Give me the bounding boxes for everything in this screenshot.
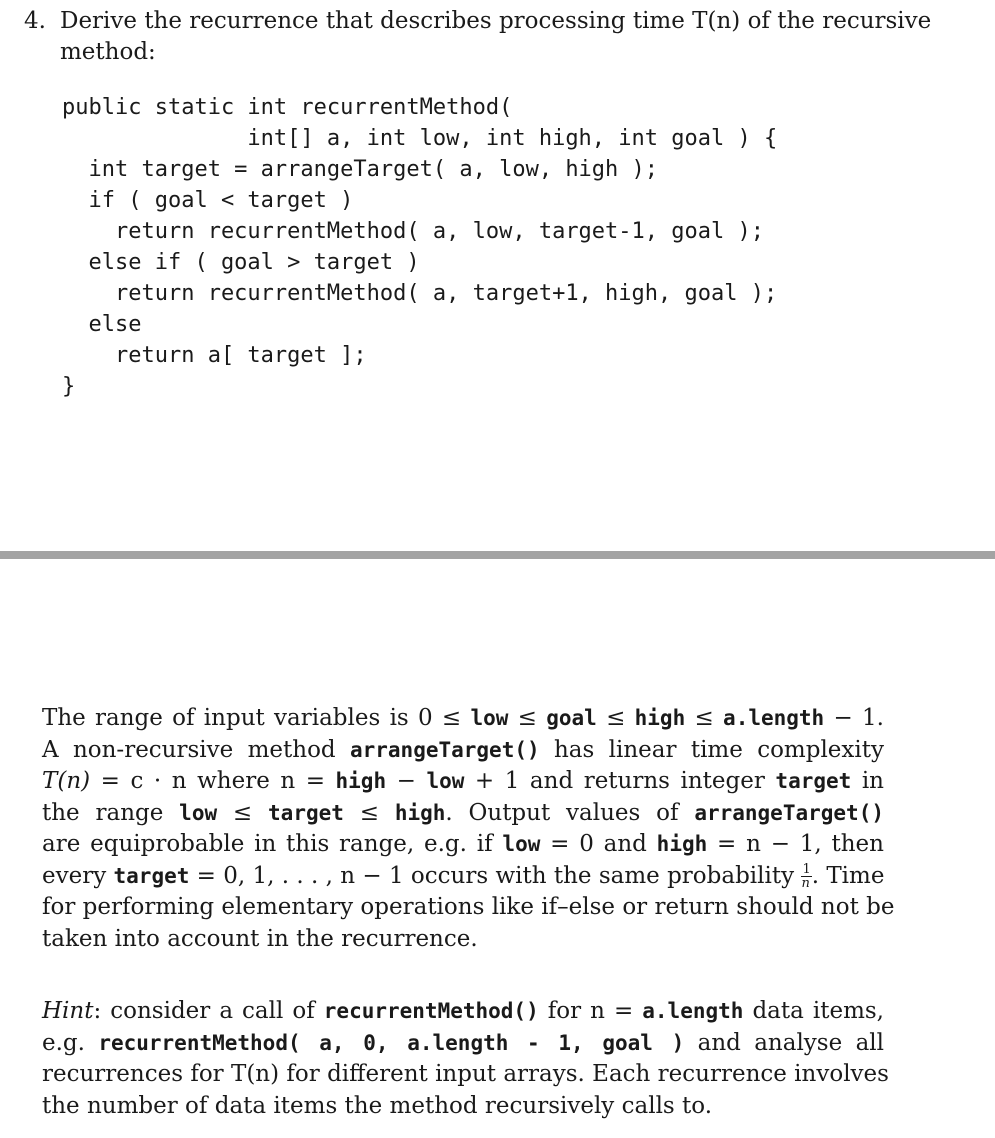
paragraph-line — [42, 892, 895, 924]
text: taken into account in the recurrence. — [42, 925, 478, 952]
code-line: else — [62, 312, 142, 337]
code-term: low — [470, 706, 509, 730]
code-line: } — [62, 374, 76, 399]
paragraph-line — [42, 829, 884, 861]
code-line: else if ( goal > target ) — [62, 250, 420, 275]
code-line: int[] a, int low, int high, int goal ) { — [62, 126, 778, 151]
paragraph-line — [42, 703, 884, 735]
description-paragraph — [42, 703, 895, 955]
text: every — [42, 862, 114, 889]
text: recurrences for T(n) for different input arrays. Each recurrence involves — [42, 1061, 889, 1087]
code-term: recurrentMethod() — [323, 999, 539, 1023]
question-heading — [24, 6, 954, 68]
text: ≤ — [685, 705, 724, 731]
text: for n = — [538, 998, 643, 1024]
question-text-line-2: method: — [60, 39, 156, 65]
code-line: if ( goal < target ) — [62, 188, 354, 213]
text: − — [386, 768, 427, 794]
paragraph-line — [42, 996, 884, 1028]
paragraph-line — [42, 1059, 889, 1091]
text: the range — [42, 799, 180, 826]
code-line: return recurrentMethod( a, low, target-1, goal ); — [62, 219, 764, 244]
paragraph-line — [42, 924, 884, 956]
code-line: public static int recurrentMethod( — [62, 95, 513, 120]
code-term: a.length — [723, 706, 825, 730]
text: ≤ — [596, 705, 635, 731]
fraction-denominator: n — [801, 876, 810, 892]
text: ≤ — [217, 799, 269, 826]
hint-paragraph — [42, 996, 889, 1122]
paragraph-line — [42, 1028, 884, 1060]
code-term: high — [335, 769, 387, 793]
text: ≤ — [508, 705, 547, 731]
text: − 1. — [824, 705, 884, 731]
text: data items, — [743, 998, 884, 1024]
code-term: high — [634, 706, 686, 730]
text: for performing elementary operations like if–else or return should not be — [42, 894, 895, 920]
section-divider — [0, 551, 995, 559]
code-term: arrangeTarget() — [349, 737, 540, 762]
code-term: target — [268, 800, 344, 825]
code-term: a.length — [642, 999, 744, 1023]
text: . Output values of — [445, 799, 695, 826]
code-term: target — [113, 863, 190, 888]
paragraph-line — [42, 766, 884, 798]
text: e.g. — [42, 1029, 99, 1056]
code-block — [62, 92, 777, 402]
paragraph-line — [42, 1091, 884, 1123]
text: + 1 and returns integer — [464, 768, 776, 794]
text: = 0, 1, . . . , n − 1 occurs with the same probability — [189, 862, 802, 889]
question-text-line-1: Derive the recurrence that describes processing time T(n) of the recursive — [60, 8, 932, 34]
text: the number of data items the method recursively calls to. — [42, 1092, 713, 1119]
code-term: target — [775, 769, 852, 793]
text: . Time — [811, 862, 885, 889]
hint-label: Hint — [42, 998, 94, 1024]
code-term: low — [502, 832, 541, 856]
fraction — [801, 863, 811, 890]
code-line: return recurrentMethod( a, target+1, high, goal ); — [62, 281, 778, 306]
code-term: goal — [546, 706, 597, 730]
text: has linear time complexity — [539, 736, 884, 763]
text: are equiprobable in this range, e.g. if — [42, 831, 503, 857]
code-term: high — [656, 832, 708, 856]
text: = c · n where n = — [90, 768, 336, 794]
text: The range of input variables is 0 ≤ — [42, 705, 471, 731]
text: and analyse all — [684, 1029, 884, 1056]
text: = 0 and — [540, 831, 657, 857]
code-term: arrangeTarget() — [694, 800, 884, 825]
paragraph-line — [42, 798, 884, 830]
fraction-numerator: 1 — [802, 862, 811, 878]
question-number: 4. — [24, 8, 46, 34]
code-term: low — [426, 769, 465, 793]
text: ≤ — [343, 799, 395, 826]
code-term: low — [179, 800, 218, 825]
text: = n − 1, then — [707, 831, 884, 857]
text: : consider a call of — [93, 998, 324, 1024]
code-line: return a[ target ]; — [62, 343, 367, 368]
math-term: T(n) — [42, 768, 91, 794]
code-line: int target = arrangeTarget( a, low, high ); — [62, 157, 659, 182]
text: A non-recursive method — [42, 736, 350, 763]
question-line-1 — [24, 6, 954, 37]
text: in — [851, 768, 884, 794]
code-term: recurrentMethod( a, 0, a.length - 1, goal ) — [98, 1030, 685, 1055]
paragraph-line — [42, 861, 884, 893]
code-term: high — [394, 800, 446, 825]
paragraph-line — [42, 735, 884, 767]
